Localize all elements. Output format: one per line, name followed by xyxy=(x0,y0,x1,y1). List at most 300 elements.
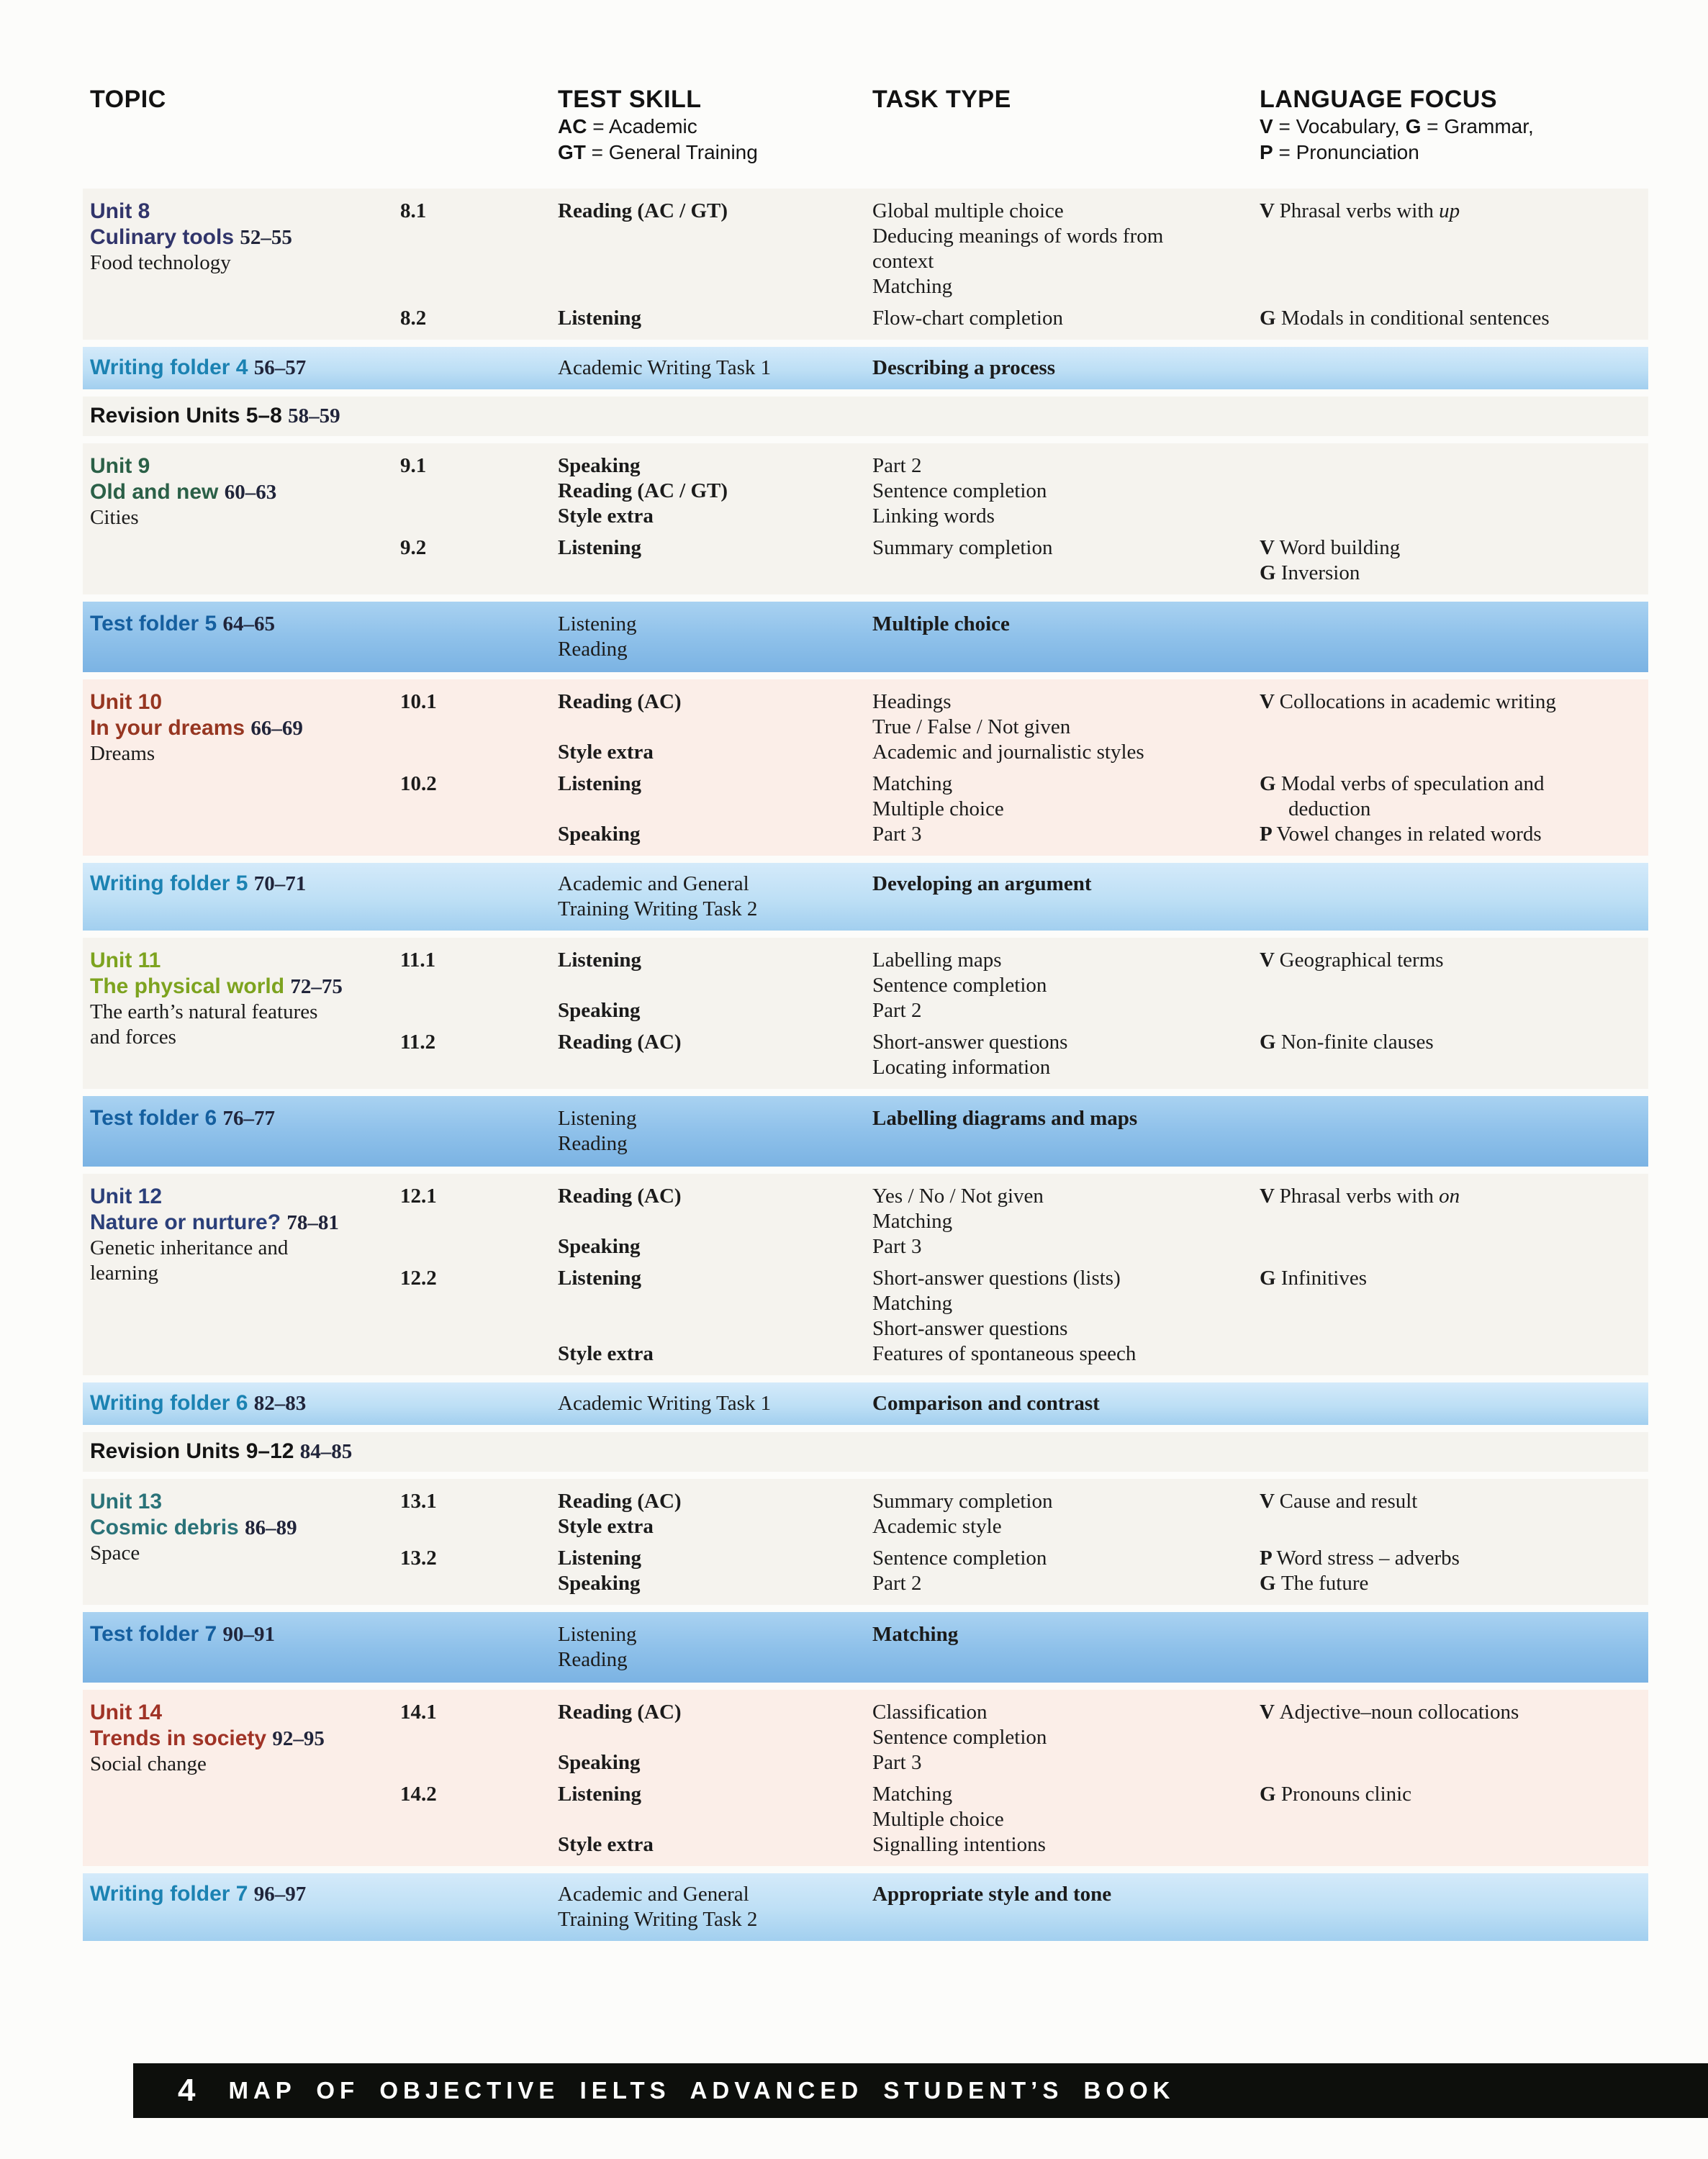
folder-pages: 56–57 xyxy=(253,356,307,379)
skill-line xyxy=(558,1209,867,1234)
task-lines xyxy=(872,535,1254,561)
skill-line: Reading (AC / GT) xyxy=(558,199,728,222)
folder-skill-lines xyxy=(558,1622,867,1673)
focus-line: V Phrasal verbs with up xyxy=(1260,199,1460,222)
section-number: 12.2 xyxy=(400,1267,437,1290)
unit-label: Unit 14 xyxy=(90,1701,163,1724)
skill-line: Reading (AC / GT) xyxy=(558,479,728,502)
skill-line: Listening xyxy=(558,307,642,330)
task-line: Sentence completion xyxy=(872,1547,1047,1570)
folder-skill-lines xyxy=(558,872,867,922)
focus-italic-word: on xyxy=(1439,1185,1460,1208)
folder-pages: 82–83 xyxy=(253,1392,307,1415)
skill-line: Style extra xyxy=(558,1833,654,1856)
skill-line: Reading (AC) xyxy=(558,690,682,713)
topic-line: and forces xyxy=(90,1026,176,1049)
focus-line: V Phrasal verbs with on xyxy=(1260,1185,1460,1208)
task-line: Matching xyxy=(872,1292,953,1315)
folder-skill-line: Academic and General xyxy=(558,1883,749,1906)
focus-line: G Modal verbs of speculation and xyxy=(1260,772,1545,795)
focus-lines xyxy=(1260,689,1708,715)
skill-line xyxy=(558,1291,867,1316)
column-header-language-focus xyxy=(1260,85,1534,166)
revision-pages: 84–85 xyxy=(299,1440,353,1463)
revision-units-5-8-row xyxy=(83,397,1648,436)
focus-tag: V xyxy=(1260,1701,1280,1724)
skill-lines xyxy=(558,199,867,224)
focus-lines xyxy=(1260,1184,1708,1209)
unit-sections xyxy=(83,453,1648,586)
skill-line: Reading (AC) xyxy=(558,1701,682,1724)
unit-pages: 52–55 xyxy=(240,226,292,249)
folder-skill-line: Reading xyxy=(558,638,628,661)
focus-note-pronunciation xyxy=(1260,140,1534,166)
task-line: Part 3 xyxy=(872,1235,922,1258)
task-line: Flow-chart completion xyxy=(872,307,1063,330)
skill-line: Speaking xyxy=(558,999,641,1022)
folder-name: Test folder 5 xyxy=(90,612,223,635)
folder-pages: 96–97 xyxy=(253,1883,307,1906)
folder-skill-line: Training Writing Task 2 xyxy=(558,1908,758,1931)
skill-line: Style extra xyxy=(558,504,654,528)
unit-label: Unit 12 xyxy=(90,1185,163,1208)
focus-tag: G xyxy=(1260,1783,1281,1806)
column-header-topic xyxy=(90,85,166,114)
task-line: Matching xyxy=(872,275,953,298)
folder-pages: 64–65 xyxy=(222,612,275,635)
g-abbrev: G xyxy=(1405,115,1422,137)
section-number: 9.2 xyxy=(400,536,427,559)
focus-lines xyxy=(1260,306,1708,331)
focus-line: V Cause and result xyxy=(1260,1490,1418,1513)
unit-subtitle-text: Nature or nurture? xyxy=(90,1210,287,1234)
skill-lines xyxy=(558,771,867,847)
folder-label xyxy=(90,872,306,896)
unit-subtitle-text: Old and new xyxy=(90,480,225,504)
skill-lines xyxy=(558,1782,867,1857)
skill-line: Listening xyxy=(558,949,642,972)
p-abbrev: P xyxy=(1260,141,1273,163)
folder-task-type: Developing an argument xyxy=(872,872,1092,895)
unit-12-row xyxy=(83,1174,1648,1375)
skill-line xyxy=(558,1316,867,1341)
section-number: 10.2 xyxy=(400,772,437,795)
folder-task-type: Appropriate style and tone xyxy=(872,1883,1112,1906)
focus-tag: G xyxy=(1260,307,1281,330)
focus-tag: G xyxy=(1260,772,1281,795)
task-line: Multiple choice xyxy=(872,1808,1004,1831)
folder-skill-lines xyxy=(558,612,867,662)
topic-line: Genetic inheritance and xyxy=(90,1236,289,1259)
task-line: Features of spontaneous speech xyxy=(872,1342,1137,1365)
contents-table xyxy=(83,189,1648,1948)
skill-line xyxy=(558,973,867,998)
folder-label xyxy=(90,612,275,636)
task-lines xyxy=(872,1184,1254,1259)
task-line: Sentence completion xyxy=(872,479,1047,502)
folder-pages: 90–91 xyxy=(222,1623,275,1646)
topic-line: Social change xyxy=(90,1752,207,1775)
folder-skill-line: Academic and General xyxy=(558,872,749,895)
writing-folder-5-row xyxy=(83,863,1648,931)
test-folder-6-row xyxy=(83,1096,1648,1167)
skill-line: Style extra xyxy=(558,1342,654,1365)
unit-label: Unit 10 xyxy=(90,690,163,714)
skill-lines xyxy=(558,1489,867,1539)
section-number: 10.1 xyxy=(400,690,437,713)
unit-subtitle-text: Culinary tools xyxy=(90,225,240,249)
unit-section xyxy=(83,1700,1648,1775)
skill-line: Reading (AC) xyxy=(558,1490,682,1513)
unit-sections xyxy=(83,199,1648,331)
skill-line: Speaking xyxy=(558,1572,641,1595)
focus-line: G The future xyxy=(1260,1572,1369,1595)
focus-lines xyxy=(1260,948,1708,973)
focus-tag: P xyxy=(1260,1547,1277,1570)
focus-line: deduction xyxy=(1288,797,1371,820)
focus-line: V Adjective–noun collocations xyxy=(1260,1701,1519,1724)
focus-tag: V xyxy=(1260,199,1280,222)
skill-line: Style extra xyxy=(558,1515,654,1538)
footer-title: MAP OF OBJECTIVE IELTS ADVANCED STUDENT’S BOOK xyxy=(228,2077,1175,2104)
task-line: Short-answer questions xyxy=(872,1031,1068,1054)
unit-section xyxy=(83,1546,1648,1596)
focus-line: G Inversion xyxy=(1260,561,1360,584)
focus-tag: P xyxy=(1260,823,1277,846)
task-line: Global multiple choice xyxy=(872,199,1064,222)
task-line: Headings xyxy=(872,690,952,713)
section-number: 8.1 xyxy=(400,199,427,222)
task-line: Part 3 xyxy=(872,823,922,846)
section-number: 14.2 xyxy=(400,1783,437,1806)
folder-name: Writing folder 7 xyxy=(90,1882,254,1906)
task-line: Part 2 xyxy=(872,1572,922,1595)
skill-line: Speaking xyxy=(558,454,641,477)
topic-line: Dreams xyxy=(90,742,155,765)
page-number: 4 xyxy=(178,2073,196,2108)
test-skill-column-title: TEST SKILL xyxy=(558,86,702,113)
skill-lines xyxy=(558,453,867,529)
focus-tag: G xyxy=(1260,1031,1281,1054)
unit-section xyxy=(83,453,1648,529)
task-lines xyxy=(872,771,1254,847)
folder-name: Test folder 7 xyxy=(90,1622,223,1646)
skill-lines xyxy=(558,1546,867,1596)
focus-lines xyxy=(1260,199,1708,224)
unit-8-row xyxy=(83,189,1648,340)
task-line: Linking words xyxy=(872,504,995,528)
skill-line: Listening xyxy=(558,1267,642,1290)
task-lines xyxy=(872,1489,1254,1539)
folder-skill-line: Reading xyxy=(558,1132,628,1155)
task-line: Short-answer questions xyxy=(872,1317,1068,1340)
unit-label: Unit 11 xyxy=(90,949,161,972)
folder-skill-lines xyxy=(558,356,867,381)
task-line: Sentence completion xyxy=(872,1726,1047,1749)
focus-lines xyxy=(1260,771,1708,847)
p-expansion: = Pronunciation xyxy=(1273,141,1419,163)
skill-lines xyxy=(558,1700,867,1775)
focus-line: P Word stress – adverbs xyxy=(1260,1547,1460,1570)
skill-line xyxy=(558,715,867,740)
unit-sections xyxy=(83,948,1648,1080)
unit-section xyxy=(83,771,1648,847)
unit-subtitle-text: Cosmic debris xyxy=(90,1516,245,1539)
skill-lines xyxy=(558,1184,867,1259)
unit-14-row xyxy=(83,1690,1648,1866)
skill-lines xyxy=(558,306,867,331)
focus-tag: G xyxy=(1260,1267,1281,1290)
focus-tag: V xyxy=(1260,1185,1280,1208)
folder-task-type: Labelling diagrams and maps xyxy=(872,1107,1138,1130)
focus-line: V Collocations in academic writing xyxy=(1260,690,1556,713)
task-lines xyxy=(872,199,1254,299)
skill-lines xyxy=(558,1266,867,1367)
topic-line: Food technology xyxy=(90,251,231,274)
task-line: Labelling maps xyxy=(872,949,1002,972)
unit-section xyxy=(83,199,1648,299)
skill-line: Speaking xyxy=(558,823,641,846)
folder-skill-line: Listening xyxy=(558,1107,637,1130)
focus-lines xyxy=(1260,1546,1708,1596)
skill-line: Reading (AC) xyxy=(558,1185,682,1208)
focus-tag: V xyxy=(1260,536,1280,559)
task-line: Multiple choice xyxy=(872,797,1004,820)
folder-label xyxy=(90,1391,306,1416)
unit-label: Unit 8 xyxy=(90,199,150,223)
topic-line: Cities xyxy=(90,506,139,529)
unit-pages: 92–95 xyxy=(272,1727,325,1750)
g-expansion: = Grammar, xyxy=(1421,115,1534,137)
focus-lines xyxy=(1260,1266,1708,1291)
language-focus-column-title: LANGUAGE FOCUS xyxy=(1260,86,1497,113)
folder-skill-line: Academic Writing Task 1 xyxy=(558,1392,772,1415)
skill-line xyxy=(558,1807,867,1832)
focus-tag: V xyxy=(1260,949,1280,972)
skill-line: Speaking xyxy=(558,1751,641,1774)
unit-section xyxy=(83,1030,1648,1080)
unit-subtitle-text: The physical world xyxy=(90,974,291,998)
gt-expansion: = General Training xyxy=(585,141,758,163)
unit-pages: 72–75 xyxy=(290,975,343,998)
focus-tag: G xyxy=(1260,1572,1281,1595)
revision-units-9-12-row xyxy=(83,1432,1648,1472)
section-number: 13.1 xyxy=(400,1490,437,1513)
folder-skill-lines xyxy=(558,1106,867,1157)
task-line: Yes / No / Not given xyxy=(872,1185,1044,1208)
focus-line: P Vowel changes in related words xyxy=(1260,823,1542,846)
folder-skill-line: Reading xyxy=(558,1648,628,1671)
task-type-column-title: TASK TYPE xyxy=(872,86,1011,113)
task-lines xyxy=(872,1700,1254,1775)
skill-line: Speaking xyxy=(558,1235,641,1258)
task-line: Classification xyxy=(872,1701,988,1724)
folder-label xyxy=(90,1882,306,1906)
skill-line: Reading (AC) xyxy=(558,1031,682,1054)
focus-lines xyxy=(1260,535,1708,586)
task-lines xyxy=(872,306,1254,331)
task-line: Academic and journalistic styles xyxy=(872,741,1144,764)
folder-task-type: Comparison and contrast xyxy=(872,1392,1100,1415)
unit-pages: 86–89 xyxy=(245,1516,297,1539)
focus-line: G Pronouns clinic xyxy=(1260,1783,1412,1806)
task-lines xyxy=(872,948,1254,1023)
topic-column-title: TOPIC xyxy=(90,86,166,113)
task-line: Matching xyxy=(872,1783,953,1806)
test-folder-7-row xyxy=(83,1612,1648,1683)
unit-section xyxy=(83,306,1648,331)
task-lines xyxy=(872,689,1254,765)
unit-10-row xyxy=(83,679,1648,856)
v-abbrev: V xyxy=(1260,115,1273,137)
focus-line: V Word building xyxy=(1260,536,1401,559)
skill-line xyxy=(558,1725,867,1750)
revision-label xyxy=(83,1439,1648,1464)
column-header-task-type xyxy=(872,85,1011,114)
folder-label xyxy=(90,1106,275,1131)
section-number: 11.2 xyxy=(400,1031,436,1054)
footer-bar xyxy=(133,2063,1708,2118)
folder-name: Writing folder 5 xyxy=(90,872,254,895)
skill-lines xyxy=(558,689,867,765)
focus-tag: G xyxy=(1260,561,1281,584)
revision-label xyxy=(83,404,1648,428)
v-expansion: = Vocabulary, xyxy=(1273,115,1406,137)
section-number: 12.1 xyxy=(400,1185,437,1208)
focus-line: G Non-finite clauses xyxy=(1260,1031,1434,1054)
focus-tag: V xyxy=(1260,690,1280,713)
skill-lines xyxy=(558,948,867,1023)
unit-sections xyxy=(83,1700,1648,1857)
section-number: 8.2 xyxy=(400,307,427,330)
task-line: Academic style xyxy=(872,1515,1002,1538)
skill-line xyxy=(558,797,867,822)
focus-lines xyxy=(1260,1030,1708,1055)
task-lines xyxy=(872,1782,1254,1857)
section-number: 14.1 xyxy=(400,1701,437,1724)
writing-folder-4-row xyxy=(83,347,1648,389)
folder-skill-line: Training Writing Task 2 xyxy=(558,897,758,920)
topic-line: The earth’s natural features xyxy=(90,1000,318,1023)
focus-line: G Modals in conditional sentences xyxy=(1260,307,1550,330)
task-line: Part 2 xyxy=(872,999,922,1022)
column-header-test-skill xyxy=(558,85,758,166)
task-line: Part 3 xyxy=(872,1751,922,1774)
unit-subtitle-text: Trends in society xyxy=(90,1726,273,1750)
task-line: Sentence completion xyxy=(872,974,1047,997)
unit-section xyxy=(83,1184,1648,1259)
unit-label: Unit 9 xyxy=(90,454,150,478)
task-lines xyxy=(872,1030,1254,1080)
folder-label xyxy=(90,1622,275,1647)
unit-section xyxy=(83,1489,1648,1539)
test-skill-note-academic xyxy=(558,114,758,140)
folder-skill-line: Listening xyxy=(558,612,637,635)
unit-section xyxy=(83,1782,1648,1857)
skill-line: Style extra xyxy=(558,741,654,764)
revision-name: Revision Units 9–12 xyxy=(90,1439,300,1463)
test-folder-5-row xyxy=(83,602,1648,672)
task-line: Matching xyxy=(872,1210,953,1233)
revision-pages: 58–59 xyxy=(288,404,340,427)
focus-lines xyxy=(1260,1700,1708,1725)
folder-name: Writing folder 6 xyxy=(90,1391,254,1415)
unit-pages: 66–69 xyxy=(250,717,303,740)
folder-name: Writing folder 4 xyxy=(90,356,254,379)
focus-tag: V xyxy=(1260,1490,1280,1513)
unit-pages: 78–81 xyxy=(286,1211,339,1234)
task-line: Locating information xyxy=(872,1056,1051,1079)
section-number: 11.1 xyxy=(400,949,436,972)
ac-expansion: = Academic xyxy=(587,115,697,137)
topic-line: learning xyxy=(90,1262,159,1285)
skill-lines xyxy=(558,1030,867,1055)
folder-task-type: Describing a process xyxy=(872,356,1056,379)
unit-section xyxy=(83,948,1648,1023)
task-line: Summary completion xyxy=(872,536,1053,559)
task-lines xyxy=(872,1266,1254,1367)
skill-line: Listening xyxy=(558,536,642,559)
task-line: True / False / Not given xyxy=(872,715,1071,738)
unit-sections xyxy=(83,1184,1648,1367)
skill-line: Listening xyxy=(558,772,642,795)
unit-label: Unit 13 xyxy=(90,1490,163,1513)
unit-11-row xyxy=(83,938,1648,1089)
unit-pages: 60–63 xyxy=(224,481,277,504)
unit-section xyxy=(83,535,1648,586)
skill-line: Listening xyxy=(558,1783,642,1806)
task-line: Summary completion xyxy=(872,1490,1053,1513)
skill-line: Listening xyxy=(558,1547,642,1570)
section-number: 9.1 xyxy=(400,454,427,477)
writing-folder-7-row xyxy=(83,1873,1648,1941)
task-line: Short-answer questions (lists) xyxy=(872,1267,1121,1290)
folder-task-type: Multiple choice xyxy=(872,612,1010,635)
skill-lines xyxy=(558,535,867,561)
folder-label xyxy=(90,356,306,380)
folder-skill-line: Listening xyxy=(558,1623,637,1646)
gt-abbrev: GT xyxy=(558,141,586,163)
task-line: context xyxy=(872,250,934,273)
task-lines xyxy=(872,1546,1254,1596)
folder-pages: 76–77 xyxy=(222,1107,275,1130)
focus-lines xyxy=(1260,1782,1708,1807)
unit-sections xyxy=(83,689,1648,847)
task-line: Deducing meanings of words from xyxy=(872,225,1164,248)
unit-section xyxy=(83,689,1648,765)
ac-abbrev: AC xyxy=(558,115,587,137)
folder-task-type: Matching xyxy=(872,1623,959,1646)
folder-skill-lines xyxy=(558,1391,867,1416)
focus-italic-word: up xyxy=(1439,199,1460,222)
test-skill-note-general xyxy=(558,140,758,166)
task-lines xyxy=(872,453,1254,529)
folder-pages: 70–71 xyxy=(253,872,307,895)
focus-lines xyxy=(1260,1489,1708,1514)
unit-13-row xyxy=(83,1479,1648,1605)
task-line: Matching xyxy=(872,772,953,795)
unit-9-row xyxy=(83,443,1648,594)
focus-note-vocab-grammar xyxy=(1260,114,1534,140)
writing-folder-6-row xyxy=(83,1382,1648,1425)
unit-subtitle-text: In your dreams xyxy=(90,716,251,740)
topic-line: Space xyxy=(90,1542,140,1565)
task-line: Part 2 xyxy=(872,454,922,477)
task-line: Signalling intentions xyxy=(872,1833,1046,1856)
focus-line: G Infinitives xyxy=(1260,1267,1368,1290)
folder-skill-line: Academic Writing Task 1 xyxy=(558,356,772,379)
unit-section xyxy=(83,1266,1648,1367)
